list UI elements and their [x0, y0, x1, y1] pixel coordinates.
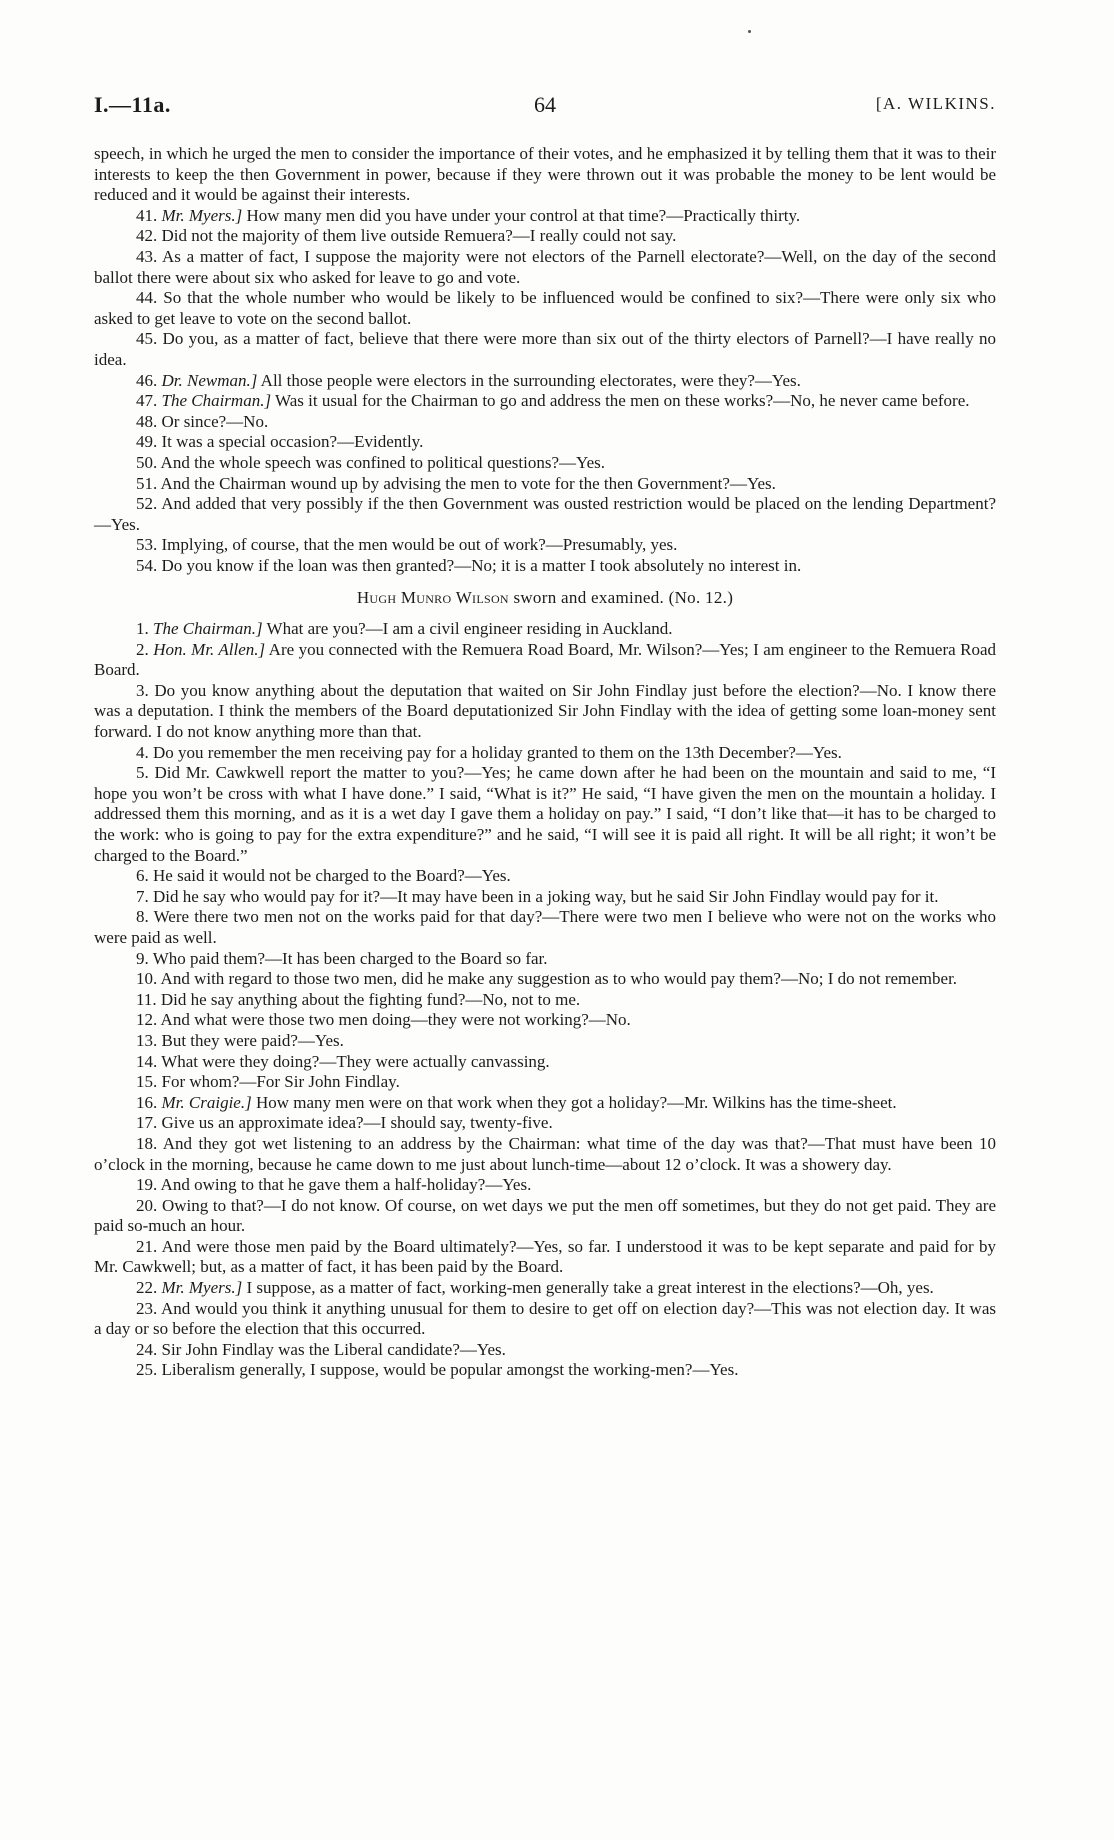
question-2: 2. Hon. Mr. Allen.] Are you connected with the Remuera Road Board, Mr. Wilson?—Yes; I am engineer to the Remuera Road Board. — [94, 639, 996, 680]
question-52: 52. And added that very possibly if the then Government was ousted restriction would be placed on the lending Department?—Yes. — [94, 494, 996, 534]
paper-reference: I.—11a. — [94, 92, 171, 117]
question-13: 13. But they were paid?—Yes. — [136, 1030, 344, 1050]
witness-running-head: [A. WILKINS. — [875, 94, 996, 113]
question-50: 50. And the whole speech was confined to political questions?—Yes. — [136, 452, 606, 472]
question-25: 25. Liberalism generally, I suppose, would be popular amongst the working-men?—Yes. — [136, 1360, 739, 1380]
question-14: 14. What were they doing?—They were actually canvassing. — [136, 1051, 550, 1071]
question-12: 12. And what were those two men doing—they were not working?—No. — [136, 1010, 631, 1030]
question-8: 8. Were there two men not on the works paid for that day?—There were two men I believe who were not on the works who were paid as well. — [94, 907, 996, 947]
question-53: 53. Implying, of course, that the men would be out of work?—Presumably, yes. — [136, 535, 678, 555]
question-41: 41. Mr. Myers.] How many men did you have under your control at that time?—Practically thirty. — [136, 205, 801, 225]
question-9: 9. Who paid them?—It has been charged to the Board so far. — [136, 948, 548, 968]
question-22: 22. Mr. Myers.] I suppose, as a matter of fact, working-men generally take a great interest in the elections?—Oh, yes. — [136, 1278, 934, 1298]
question-20: 20. Owing to that?—I do not know. Of course, on wet days we put the men off sometimes, but they do not get paid. They are paid so-much an hour. — [94, 1195, 996, 1236]
witness-heading: Hugh Munro Wilson sworn and examined. (No. 12.) — [356, 588, 734, 608]
witness-name: Hugh Munro Wilson — [356, 588, 509, 608]
speaker-label: Dr. Newman.] — [161, 370, 258, 390]
page-number: 64 — [534, 92, 556, 117]
speaker-label: The Chairman.] — [153, 619, 263, 639]
question-4: 4. Do you remember the men receiving pay for a holiday granted to them on the 13th December?—Yes. — [136, 742, 842, 762]
question-21: 21. And were those men paid by the Board ultimately?—Yes, so far. I understood it was to be kept separate and paid for by Mr. Cawkwell; but, as a matter of fact, it has been paid by the Board. — [94, 1236, 996, 1277]
question-7: 7. Did he say who would pay for it?—It may have been in a joking way, but he said Sir John Findlay would pay for it. — [136, 886, 939, 906]
continued-paragraph: speech, in which he urged the men to consider the importance of their votes, and he emphasized it by telling them that it was to their interests to keep the then Government in power, because if they were thrown out it was probable the money to be lent would be reduced and it would be against their interests. — [94, 144, 996, 205]
speaker-label: Hon. Mr. Allen.] — [153, 639, 266, 659]
question-47: 47. The Chairman.] Was it usual for the Chairman to go and address the men on these works?—No, he never came before. — [136, 391, 970, 411]
question-5: 5. Did Mr. Cawkwell report the matter to you?—Yes; he came down after he had been on the mountain and said to me, “I hope you won’t be cross with what I have done.” I said, “What is it?” He said, “I have given the men on the mountain a holiday. I addressed them this morning, and as it is a wet day I gave them a holiday on pay.” I said, “I don’t like that—it has to be charged to the work: who is going to pay for the extra expenditure?” and he said, “I will see it is paid all right. It will be all right; it won’t be charged to the Board.” — [94, 763, 996, 865]
question-46: 46. Dr. Newman.] All those people were electors in the surrounding electorates, were they?—Yes. — [136, 370, 801, 390]
speaker-label: Mr. Myers.] — [161, 1278, 243, 1298]
question-48: 48. Or since?—No. — [136, 411, 269, 431]
question-17: 17. Give us an approximate idea?—I should say, twenty-five. — [136, 1113, 553, 1133]
question-45: 45. Do you, as a matter of fact, believe that there were more than six out of the thirty electors of Parnell?—I have really no idea. — [94, 329, 996, 369]
question-54: 54. Do you know if the loan was then granted?—No; it is a matter I took absolutely no interest in. — [136, 555, 802, 575]
question-1: 1. The Chairman.] What are you?—I am a civil engineer residing in Auckland. — [136, 619, 673, 639]
question-19: 19. And owing to that he gave them a half-holiday?—Yes. — [136, 1175, 532, 1195]
question-10: 10. And with regard to those two men, did he make any suggestion as to who would pay them?—No; I do not remember. — [136, 969, 958, 989]
question-11: 11. Did he say anything about the fighting fund?—No, not to me. — [136, 989, 581, 1009]
transcript-body — [94, 144, 996, 1381]
speck-mark — [748, 30, 751, 33]
question-3: 3. Do you know anything about the deputation that waited on Sir John Findlay just before the election?—No. I know there was a deputation. I think the members of the Board deputationized Sir John Findlay with the idea of getting some loan-money sent forward. I do not know anything more than that. — [94, 680, 996, 742]
question-16: 16. Mr. Craigie.] How many men were on that work when they got a holiday?—Mr. Wilkins has the time-sheet. — [136, 1092, 897, 1112]
question-15: 15. For whom?—For Sir John Findlay. — [136, 1072, 400, 1092]
page-header — [94, 92, 996, 122]
question-51: 51. And the Chairman wound up by advising the men to vote for the then Government?—Yes. — [136, 473, 776, 493]
question-24: 24. Sir John Findlay was the Liberal candidate?—Yes. — [136, 1339, 506, 1359]
speaker-label: Mr. Craigie.] — [161, 1092, 252, 1112]
question-49: 49. It was a special occasion?—Evidently. — [136, 432, 424, 452]
speaker-label: Mr. Myers.] — [161, 205, 243, 225]
question-6: 6. He said it would not be charged to the Board?—Yes. — [136, 866, 511, 886]
question-23: 23. And would you think it anything unusual for them to desire to get off on election day?—This was not election day. It was a day or so before the election that this occurred. — [94, 1298, 996, 1339]
question-43: 43. As a matter of fact, I suppose the majority were not electors of the Parnell electorate?—Well, on the day of the second ballot there were about six who asked for leave to go and vote. — [94, 246, 996, 287]
question-18: 18. And they got wet listening to an address by the Chairman: what time of the day was that?—That must have been 10 o’clock in the morning, because he came down to me just about lunch-time—about 12 o’clock. It was a showery day. — [94, 1133, 996, 1174]
question-42: 42. Did not the majority of them live outside Remuera?—I really could not say. — [136, 226, 677, 246]
speaker-label: The Chairman.] — [161, 391, 272, 411]
question-44: 44. So that the whole number who would be likely to be influenced would be confined to six?—There were only six who asked to get leave to vote on the second ballot. — [94, 288, 996, 328]
